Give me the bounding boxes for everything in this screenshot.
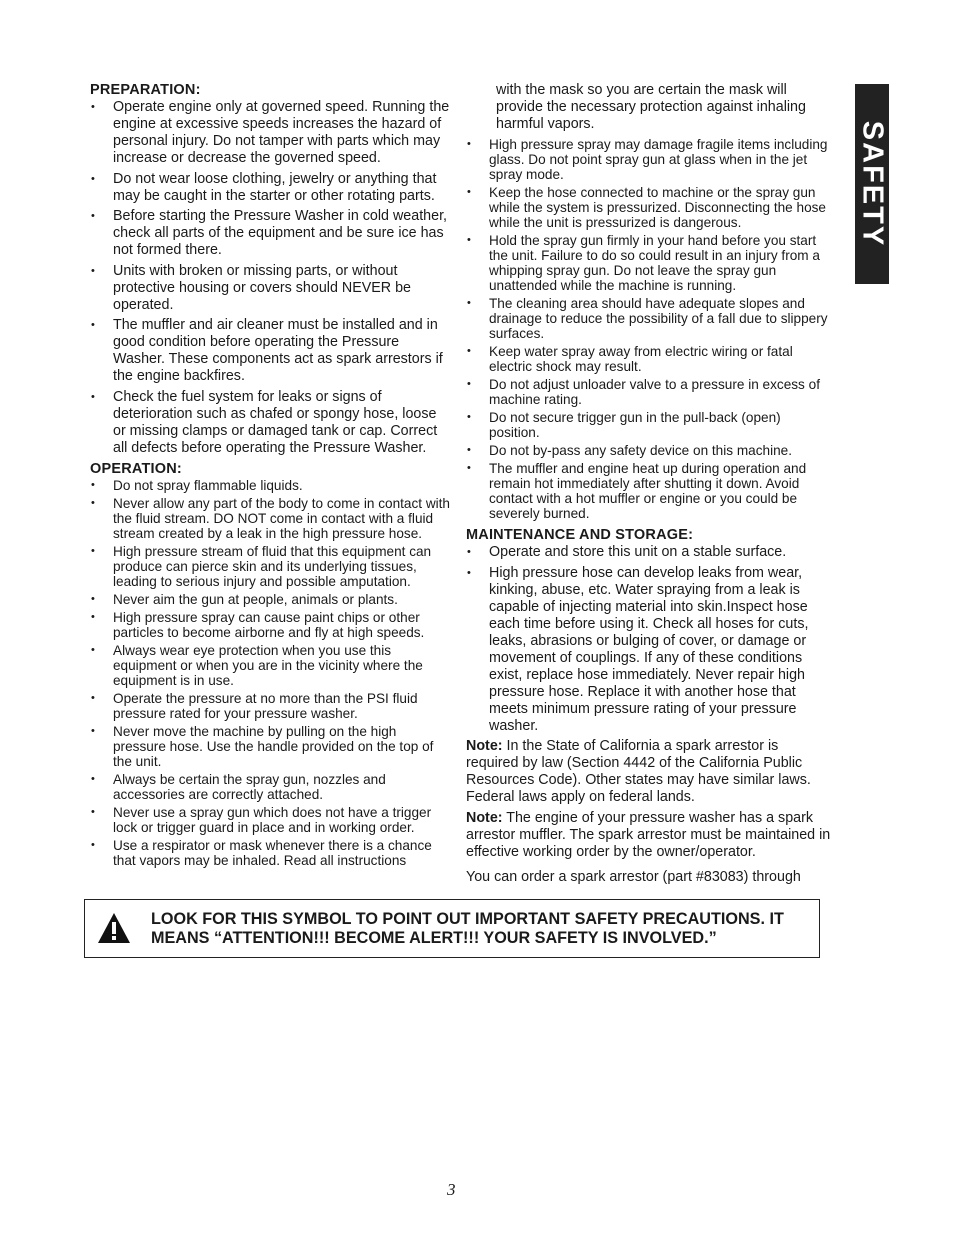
right-column xyxy=(466,82,834,886)
list-item: • The muffler and air cleaner must be installed and in good condition before operating the Pressure Washer. These components act as spark arrestors if the engine backfires. xyxy=(90,317,452,385)
list-item: • Keep water spray away from electric wiring or fatal electric shock may result. xyxy=(466,344,834,374)
list-item: • High pressure spray may damage fragile items including glass. Do not point spray gun at glass when in the jet spray mode. xyxy=(466,137,834,182)
list-item: • Do not wear loose clothing, jewelry or anything that may be caught in the starter or other rotating parts. xyxy=(90,171,452,205)
list-item: • Always be certain the spray gun, nozzles and accessories are correctly attached. xyxy=(90,772,452,802)
list-item: • Never aim the gun at people, animals or plants. xyxy=(90,592,452,607)
left-column xyxy=(90,82,452,871)
continued-text: with the mask so you are certain the mask will provide the necessary protection against inhaling harmful vapors. xyxy=(496,82,806,132)
maintenance-list xyxy=(466,544,834,735)
list-item: • Never move the machine by pulling on the high pressure hose. Use the handle provided on the top of the unit. xyxy=(90,724,452,769)
list-item: • The cleaning area should have adequate slopes and drainage to reduce the possibility of a fall due to slippery surfaces. xyxy=(466,296,834,341)
warning-triangle-icon xyxy=(97,912,131,944)
list-item: • Use a respirator or mask whenever there is a chance that vapors may be inhaled. Read all instructions xyxy=(90,838,452,868)
operation-heading: OPERATION: xyxy=(90,460,182,477)
maintenance-heading: MAINTENANCE AND STORAGE: xyxy=(466,527,694,543)
list-item: • Operate the pressure at no more than the PSI fluid pressure rated for your pressure washer. xyxy=(90,691,452,721)
list-item: • The muffler and engine heat up during operation and remain hot immediately after shutting it down. Avoid contact with a hot muffler or engine or you could be severely burned. xyxy=(466,461,834,521)
list-item: • Do not spray flammable liquids. xyxy=(90,478,452,493)
note-label: Note: xyxy=(466,810,503,827)
list-item: • Do not by-pass any safety device on this machine. xyxy=(466,443,834,458)
list-item: • Never allow any part of the body to come in contact with the fluid stream. DO NOT come in contact with a fluid stream created by a leak in the high pressure hose. xyxy=(90,496,452,541)
list-item: • Operate and store this unit on a stable surface. xyxy=(466,544,834,561)
list-item: • Do not adjust unloader valve to a pressure in excess of machine rating. xyxy=(466,377,834,407)
note-label: Note: xyxy=(466,738,503,755)
safety-side-tab xyxy=(855,84,889,284)
list-item: • Operate engine only at governed speed. Running the engine at excessive speeds increases the hazard of personal injury. Do not tamper with parts which may increase or decrease the governed speed. xyxy=(90,99,452,167)
warning-text: LOOK FOR THIS SYMBOL TO POINT OUT IMPORTANT SAFETY PRECAUTIONS. IT MEANS “ATTENTION!!! BECOME ALERT!!! YOUR SAFETY IS INVOLVED.” xyxy=(151,910,784,947)
preparation-list xyxy=(90,99,452,457)
order-text: You can order a spark arrestor (part #83083) through xyxy=(466,869,801,886)
operation-list xyxy=(90,478,452,868)
note-california xyxy=(466,738,834,806)
list-item: • High pressure spray can cause paint chips or other particles to become airborne and fly at high speeds. xyxy=(90,610,452,640)
preparation-heading: PREPARATION: xyxy=(90,82,201,98)
list-item: • Hold the spray gun firmly in your hand before you start the unit. Failure to do so could result in an injury from a whipping spray gun. Do not leave the spray gun unattended while the machine is running. xyxy=(466,233,834,293)
operation-list-continued xyxy=(466,137,834,521)
list-item: • Always wear eye protection when you use this equipment or when you are in the vicinity where the equipment is in use. xyxy=(90,643,452,688)
list-item: • Before starting the Pressure Washer in cold weather, check all parts of the equipment and be sure ice has not formed there. xyxy=(90,208,452,259)
side-tab-label: SAFETY xyxy=(856,120,889,248)
list-item: • Units with broken or missing parts, or without protective housing or covers should NEVER be operated. xyxy=(90,263,452,314)
page-number: 3 xyxy=(447,1180,456,1199)
list-item: • Check the fuel system for leaks or signs of deterioration such as chafed or spongy hose, loose or missing clamps or damaged tank or cap. Correct all defects before operating the Pressure Washer. xyxy=(90,389,452,457)
note-text: The engine of your pressure washer has a spark arrestor muffler. The spark arrestor must be maintained in effective working order by the owner/operator. xyxy=(466,810,831,861)
list-item: • Never use a spray gun which does not have a trigger lock or trigger guard in place and in working order. xyxy=(90,805,452,835)
list-item: • Keep the hose connected to machine or the spray gun while the system is pressurized. Disconnecting the hose while the unit is pressurized is dangerous. xyxy=(466,185,834,230)
safety-warning-box xyxy=(84,899,820,958)
list-item: • High pressure hose can develop leaks from wear, kinking, abuse, etc. Water spraying from a leak is capable of injecting material into skin.Inspect hose each time before using it. Check all hoses for cuts, leaks, abrasions or bulging of cover, or damage or movement of couplings. If any of these conditions exist, replace hose immediately. Never repair high pressure hose. Replace it with another hose that meets minimum pressure rating of your pressure washer. xyxy=(466,565,834,735)
note-text: In the State of California a spark arrestor is required by law (Section 4442 of the California Public Resources Code). Other states may have similar laws. Federal laws apply on federal lands. xyxy=(466,738,811,806)
list-item: • Do not secure trigger gun in the pull-back (open) position. xyxy=(466,410,834,440)
list-item: • High pressure stream of fluid that this equipment can produce can pierce skin and its underlying tissues, leading to serious injury and possible amputation. xyxy=(90,544,452,589)
note-spark-arrestor xyxy=(466,810,834,861)
